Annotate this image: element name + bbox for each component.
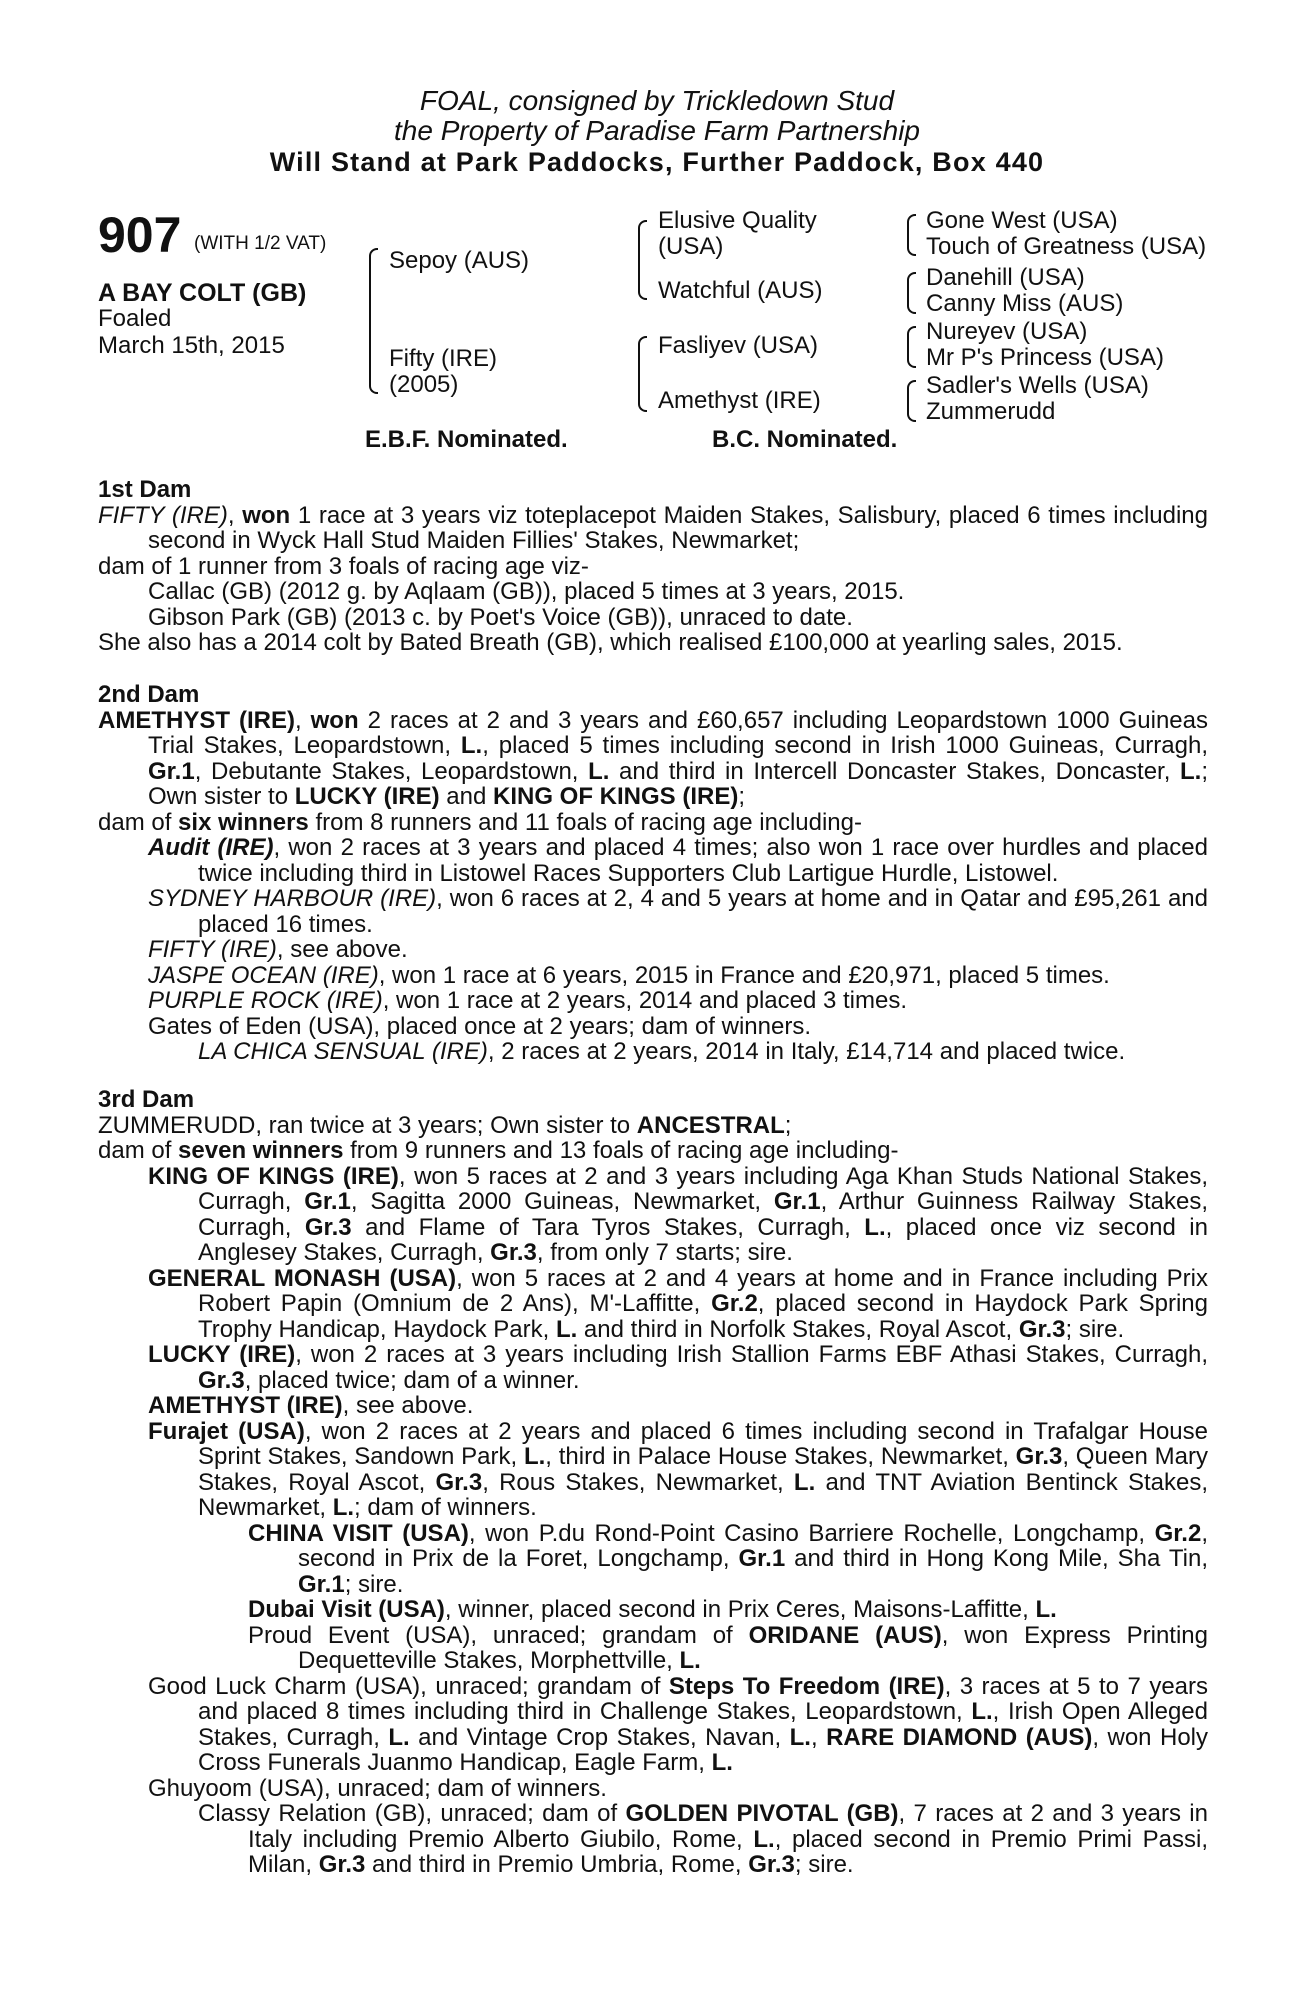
produce-entry: FIFTY (IRE), see above.: [148, 936, 408, 963]
grandparent-4: Canny Miss (AUS): [926, 290, 1124, 317]
pedigree-brace-dam: [638, 336, 647, 412]
second-dam-record: AMETHYST (IRE), won 2 races at 2 and 3 years and £60,657 including Leopardstown 1000 Guineas Trial Stakes, Leopardstown, L., placed 5 times including second in Irish 1000 Guineas, Curragh, Gr.1, Debutante Stakes, Leopardstown, L. and third in Intercell Doncaster Stakes, Doncaster, L.; Own sister to LUCKY (IRE) and KING OF KINGS (IRE);: [98, 706, 1209, 810]
foaled-date: March 15th, 2015: [98, 332, 285, 359]
produce-entry: Dubai Visit (USA), winner, placed second in Prix Ceres, Maisons-Laffitte, L.: [248, 1596, 1057, 1623]
first-dam-record: FIFTY (IRE), won 1 race at 3 years viz toteplacepot Maiden Stakes, Salisbury, placed 6 times including second in Wyck Hall Stud Maiden Fillies' Stakes, Newmarket;: [98, 501, 1209, 554]
second-dam-produce-summary: dam of six winners from 8 runners and 11 foals of racing age including-: [98, 808, 862, 836]
bc-nominated: B.C. Nominated.: [712, 426, 898, 453]
dam-dam-name: Amethyst (IRE): [658, 387, 821, 414]
third-dam-heading: 3rd Dam: [98, 1086, 195, 1113]
grandparent-5: Nureyev (USA): [926, 318, 1088, 345]
pedigree-brace-sire: [638, 220, 647, 300]
second-dam-section: [98, 682, 1208, 1065]
produce-entry: CHINA VISIT (USA), won P.du Rond-Point Casino Barriere Rochelle, Longchamp, Gr.2, second in Prix de la Foret, Longchamp, Gr.1 and third in Hong Kong Mile, Sha Tin, Gr.1; sire.: [248, 1519, 1208, 1598]
pedigree-brace-g4: [907, 380, 916, 422]
first-dam-heading: 1st Dam: [98, 476, 192, 503]
produce-entry: Gibson Park (GB) (2013 c. by Poet's Voice (GB)), unraced to date.: [148, 603, 853, 631]
produce-entry: Good Luck Charm (USA), unraced; grandam of Steps To Freedom (IRE), 3 races at 5 to 7 years and placed 8 times including third in Challenge Stakes, Leopardstown, L., Irish Open Alleged Stakes, Curragh, L. and Vintage Crop Stakes, Navan, L., RARE DIAMOND (AUS), won Holy Cross Funerals Juanmo Handicap, Eagle Farm, L.: [148, 1672, 1209, 1776]
first-dam-produce-summary: dam of 1 runner from 3 foals of racing age viz-: [98, 552, 589, 580]
grandparent-2: Touch of Greatness (USA): [926, 233, 1207, 260]
produce-entry: Gates of Eden (USA), placed once at 2 years; dam of winners.: [148, 1012, 811, 1040]
produce-entry: Callac (GB) (2012 g. by Aqlaam (GB)), placed 5 times at 3 years, 2015.: [148, 578, 905, 605]
pedigree-brace-main: [369, 248, 378, 394]
grandparent-8: Zummerudd: [926, 398, 1056, 425]
second-dam-heading: 2nd Dam: [98, 681, 200, 708]
produce-entry: GENERAL MONASH (USA), won 5 races at 2 and 4 years at home and in France including Prix Robert Papin (Omnium de 2 Ans), M'-Laffitte, Gr.2, placed second in Haydock Park Spring Trophy Handicap, Haydock Park, L. and third in Norfolk Stakes, Royal Ascot, Gr.3; sire.: [148, 1264, 1209, 1343]
dam-sire-name: Fasliyev (USA): [658, 332, 819, 359]
produce-entry: AMETHYST (IRE), see above.: [148, 1392, 474, 1419]
pedigree-brace-g3: [907, 326, 916, 368]
produce-entry: SYDNEY HARBOUR (IRE), won 6 races at 2, 4 and 5 years at home and in Qatar and £95,261 and placed 16 times.: [148, 885, 1208, 938]
produce-entry: Proud Event (USA), unraced; grandam of ORIDANE (AUS), won Express Printing Dequetteville Stakes, Morphettville, L.: [248, 1621, 1209, 1674]
produce-entry: PURPLE ROCK (IRE), won 1 race at 2 years, 2014 and placed 3 times.: [148, 987, 908, 1014]
produce-entry: Audit (IRE), won 2 races at 3 years and placed 4 times; also won 1 race over hurdles and placed twice including third in Listowel Races Supporters Club Lartigue Hurdle, Listowel.: [148, 834, 1208, 887]
grandparent-6: Mr P's Princess (USA): [926, 344, 1164, 371]
first-dam-note: She also has a 2014 colt by Bated Breath (GB), which realised £100,000 at yearling sales, 2015.: [98, 629, 1123, 656]
sire-sire-name: Elusive Quality: [658, 207, 817, 234]
foaled-label: Foaled: [98, 305, 172, 332]
sire-name: Sepoy (AUS): [389, 247, 530, 274]
produce-entry: Furajet (USA), won 2 races at 2 years and placed 6 times including second in Trafalgar House Sprint Stakes, Sandown Park, L., third in Palace House Stakes, Newmarket, Gr.3, Queen Mary Stakes, Royal Ascot, Gr.3, Rous Stakes, Newmarket, L. and TNT Aviation Bentinck Stakes, Newmarket, L.; dam of winners.: [148, 1417, 1208, 1521]
second-dam-name: AMETHYST (IRE): [98, 706, 295, 734]
produce-entry: KING OF KINGS (IRE), won 5 races at 2 and 3 years including Aga Khan Studs National Stakes, Curragh, Gr.1, Sagitta 2000 Guineas, Newmarket, Gr.1, Arthur Guinness Railway Stakes, Curragh, Gr.3 and Flame of Tara Tyros Stakes, Curragh, L., placed once viz second in Anglesey Stakes, Curragh, Gr.3, from only 7 starts; sire.: [148, 1162, 1209, 1266]
consignor-line: FOAL, consigned by Trickledown Stud: [419, 85, 895, 116]
lot-description: A BAY COLT (GB): [98, 279, 307, 307]
ebf-nominated: E.B.F. Nominated.: [365, 426, 568, 453]
grandparent-3: Danehill (USA): [926, 264, 1085, 291]
produce-entry: JASPE OCEAN (IRE), won 1 race at 6 years, 2015 in France and £20,971, placed 5 times.: [148, 961, 1110, 989]
dam-year: (2005): [389, 371, 459, 398]
pedigree-brace-g1: [907, 214, 916, 256]
property-line: the Property of Paradise Farm Partnership: [393, 115, 920, 146]
pedigree-brace-g2: [907, 272, 916, 314]
sire-sire-country: (USA): [658, 233, 724, 260]
produce-entry: LA CHICA SENSUAL (IRE), 2 races at 2 years, 2014 in Italy, £14,714 and placed twice.: [198, 1038, 1126, 1065]
location-line: Will Stand at Park Paddocks, Further Paddock, Box 440: [269, 147, 1045, 177]
dam-name: Fifty (IRE): [389, 345, 497, 372]
produce-entry: Classy Relation (GB), unraced; dam of GOLDEN PIVOTAL (GB), 7 races at 2 and 3 years in Italy including Premio Alberto Giubilo, Rome, L., placed second in Premio Primi Passi, Milan, Gr.3 and third in Premio Umbria, Rome, Gr.3; sire.: [198, 1800, 1209, 1878]
lot-number: 907: [98, 207, 182, 263]
sire-dam-name: Watchful (AUS): [658, 277, 823, 304]
vat-note: (WITH 1/2 VAT): [194, 233, 327, 254]
produce-entry: Ghuyoom (USA), unraced; dam of winners.: [148, 1774, 607, 1802]
grandparent-7: Sadler's Wells (USA): [926, 372, 1149, 399]
grandparent-1: Gone West (USA): [926, 207, 1118, 234]
third-dam-record: ZUMMERUDD, ran twice at 3 years; Own sister to ANCESTRAL;: [98, 1111, 792, 1139]
third-dam-section: [98, 1087, 1208, 1878]
first-dam-section: [98, 477, 1208, 656]
third-dam-produce-summary: dam of seven winners from 9 runners and 13 foals of racing age including-: [98, 1137, 899, 1164]
first-dam-name: FIFTY (IRE): [98, 501, 228, 529]
produce-entry: LUCKY (IRE), won 2 races at 3 years including Irish Stallion Farms EBF Athasi Stakes, Curragh, Gr.3, placed twice; dam of a winner.: [148, 1341, 1209, 1394]
